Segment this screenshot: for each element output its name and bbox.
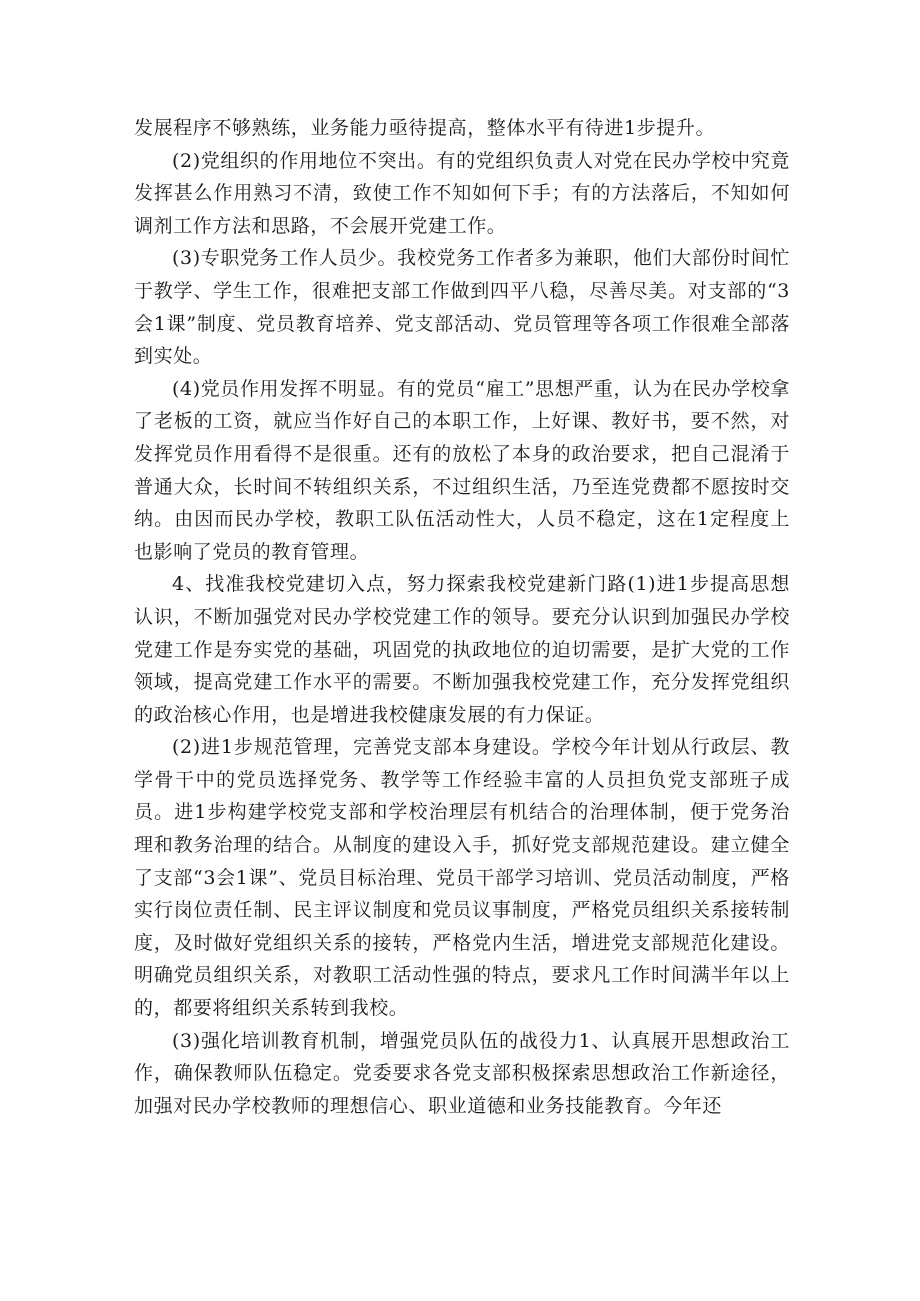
paragraph-continuation: 发展程序不够熟练，业务能力亟待提高，整体水平有待进1步提升。 — [134, 117, 716, 139]
paragraph-member-role: (4)党员作用发挥不明显。有的党员“雇工”思想严重，认为在民办学校拿了老板的工资，就应当作好自己的本职工作，上好课、教好书，要不然，对发挥党员作用看得不是很重。还有的放松了本身的政治要求，把自己混淆于普通大众，长时间不转组织关系，不过组织生活，乃至连党费都不愿按时交纳。由因而民办学校，教职工队伍活动性大，人员不稳定，这在1定程度上也影响了党员的教育管理。 — [134, 377, 790, 563]
paragraph-party-organization-role: (2)党组织的作用地位不突出。有的党组织负责人对党在民办学校中究竟发挥甚么作用熟习不清，致使工作不知如何下手；有的方法落后，不知如何调剂工作方法和思路，不会展开党建工作。 — [134, 149, 790, 237]
paragraph-standardize-management: (2)进1步规范管理，完善党支部本身建设。学校今年计划从行政层、教学骨干中的党员选择党务、教学等工作经验丰富的人员担负党支部班子成员。进1步构建学校党支部和学校治理层有机结合的治理体制，便于党务治理和教务治理的结合。从制度的建设入手，抓好党支部规范建设。建立健全了支部“3会1课”、党员目标治理、党员干部学习培训、党员活动制度，严格实行岗位责任制、民主评议制度和党员议事制度，严格党员组织关系接转制度，及时做好党组织关系的接转，严格党内生活，增进党支部规范化建设。明确党员组织关系，对教职工活动性强的特点，要求凡工作时间满半年以上的，都要将组织关系转到我校。 — [134, 736, 790, 1020]
paragraph-training-mechanism: (3)强化培训教育机制，增强党员队伍的战役力1、认真展开思想政治工作，确保教师队伍稳定。党委要求各党支部积极探索思想政治工作新途径，加强对民办学校教师的理想信心、职业道德和业务技能教育。今年还 — [134, 1029, 790, 1117]
document-body — [134, 112, 790, 1122]
paragraph-section-4: 4、找准我校党建切入点，努力探索我校党建新门路(1)进1步提高思想认识，不断加强党对民办学校党建工作的领导。要充分认识到加强民办学校党建工作是夯实党的基础，巩固党的执政地位的迫切需要，是扩大党的工作领域，提高党建工作水平的需要。不断加强我校党建工作，充分发挥党组织的政治核心作用，也是增进我校健康发展的有力保证。 — [134, 573, 790, 726]
paragraph-party-staff-shortage: (3)专职党务工作人员少。我校党务工作者多为兼职，他们大部份时间忙于教学、学生工作，很难把支部工作做到四平八稳，尽善尽美。对支部的“3会1课”制度、党员教育培养、党支部活动、党员管理等各项工作很难全部落到实处。 — [134, 247, 790, 368]
